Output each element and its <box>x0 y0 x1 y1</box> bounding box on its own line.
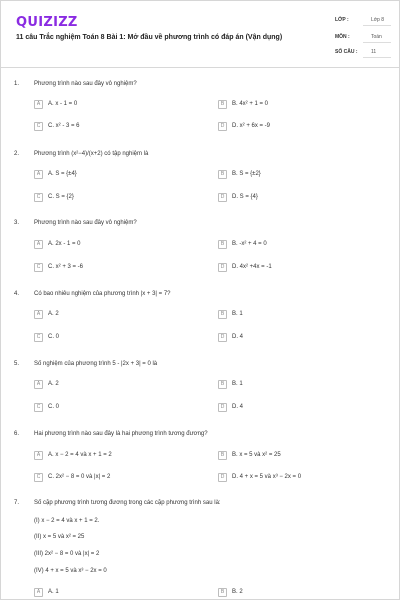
option-text: D. 4 <box>232 334 244 340</box>
question-number: 3. <box>14 220 20 226</box>
question-number: 7. <box>14 500 20 506</box>
option-d[interactable] <box>218 263 368 273</box>
option-c[interactable] <box>34 403 184 413</box>
option-b[interactable] <box>218 170 368 180</box>
option-d[interactable] <box>218 122 368 132</box>
option-text: C. 2x² − 8 = 0 và |x| = 2 <box>48 474 111 480</box>
option-a[interactable] <box>34 588 184 598</box>
option-d[interactable] <box>218 333 368 343</box>
question-text: Phương trình nào sau đây vô nghiệm? <box>34 81 137 87</box>
option-text: A. x − 2 = 4 và x + 1 = 2 <box>48 452 112 458</box>
question-text: Phương trình nào sau đây vô nghiệm? <box>34 220 137 226</box>
option-b[interactable] <box>218 240 368 250</box>
option-a[interactable] <box>34 170 184 180</box>
option-letter-box: D <box>218 263 227 272</box>
option-text: B. -x² + 4 = 0 <box>232 241 267 247</box>
option-letter-box: A <box>34 380 43 389</box>
subject-value: Toán <box>371 34 382 40</box>
option-letter-box: A <box>34 451 43 460</box>
option-text: A. 2 <box>48 311 59 317</box>
option-letter-box: A <box>34 100 43 109</box>
option-letter-box: D <box>218 193 227 202</box>
option-letter-box: D <box>218 122 227 131</box>
question-number: 4. <box>14 291 20 297</box>
option-b[interactable] <box>218 100 368 110</box>
option-text: A. S = {±4} <box>48 171 77 177</box>
option-letter-box: B <box>218 240 227 249</box>
question-number: 2. <box>14 151 20 157</box>
option-d[interactable] <box>218 193 368 203</box>
option-letter-box: C <box>34 403 43 412</box>
question-number: 1. <box>14 81 20 87</box>
option-letter-box: C <box>34 473 43 482</box>
option-text: D. 4 <box>232 404 244 410</box>
option-letter-box: C <box>34 263 43 272</box>
option-c[interactable] <box>34 473 184 483</box>
option-letter-box: C <box>34 193 43 202</box>
option-b[interactable] <box>218 310 368 320</box>
option-letter-box: C <box>34 122 43 131</box>
question-text: Số nghiệm của phương trình 5 - |2x + 3| = 0 là <box>34 361 158 367</box>
option-c[interactable] <box>34 263 184 273</box>
class-value: Lớp 8 <box>371 17 385 23</box>
subject-label: MÔN : <box>335 34 350 40</box>
question-number: 5. <box>14 361 20 367</box>
option-letter-box: D <box>218 333 227 342</box>
option-letter-box: B <box>218 588 227 597</box>
option-d[interactable] <box>218 473 368 483</box>
option-a[interactable] <box>34 380 184 390</box>
option-a[interactable] <box>34 240 184 250</box>
question-number: 6. <box>14 431 20 437</box>
option-text: C. 0 <box>48 404 60 410</box>
option-text: C. x² + 3 = -6 <box>48 264 84 270</box>
option-a[interactable] <box>34 100 184 110</box>
option-text: B. S = {±2} <box>232 171 261 177</box>
option-text: C. S = {2} <box>48 194 74 200</box>
option-text: A. 1 <box>48 589 59 595</box>
question-text: Phương trình (x²−4)/(x+2) có tập nghiệm là <box>34 151 149 157</box>
count-value: 11 <box>371 49 377 55</box>
option-letter-box: B <box>218 100 227 109</box>
quizizz-logo[interactable]: QUIZIZZ <box>16 15 78 30</box>
option-letter-box: A <box>34 170 43 179</box>
option-b[interactable] <box>218 451 368 461</box>
header-divider <box>1 67 400 68</box>
class-label: LỚP : <box>335 17 349 23</box>
statement-2: (II) x = 5 và x² = 25 <box>34 534 85 540</box>
option-text: B. 2 <box>232 589 243 595</box>
option-a[interactable] <box>34 310 184 320</box>
option-text: B. 1 <box>232 381 243 387</box>
option-d[interactable] <box>218 403 368 413</box>
option-letter-box: B <box>218 380 227 389</box>
option-letter-box: A <box>34 310 43 319</box>
question-text: Hai phương trình nào sau đây là hai phương trình tương đương? <box>34 431 208 437</box>
count-label: SỐ CÂU : <box>335 49 358 55</box>
option-letter-box: A <box>34 588 43 597</box>
option-letter-box: B <box>218 451 227 460</box>
option-letter-box: B <box>218 170 227 179</box>
option-letter-box: D <box>218 473 227 482</box>
option-text: A. x - 1 = 0 <box>48 101 78 107</box>
worksheet-title: 11 câu Trắc nghiệm Toán 8 Bài 1: Mở đầu về phương trình có đáp án (Vận dụng) <box>16 34 283 41</box>
option-b[interactable] <box>218 588 368 598</box>
statement-3: (III) 2x² − 8 = 0 và |x| = 2 <box>34 551 100 557</box>
option-text: B. 4x² + 1 = 0 <box>232 101 269 107</box>
option-c[interactable] <box>34 193 184 203</box>
option-letter-box: B <box>218 310 227 319</box>
option-b[interactable] <box>218 380 368 390</box>
statement-1: (I) x − 2 = 4 và x + 1 = 2. <box>34 518 100 524</box>
option-text: A. 2x - 1 = 0 <box>48 241 81 247</box>
option-letter-box: A <box>34 240 43 249</box>
question-text: Có bao nhiêu nghiệm của phương trình |x + 3| = 7? <box>34 291 171 297</box>
option-c[interactable] <box>34 333 184 343</box>
option-text: B. 1 <box>232 311 243 317</box>
option-letter-box: D <box>218 403 227 412</box>
option-text: D. x² + 6x = -9 <box>232 123 271 129</box>
option-text: C. 0 <box>48 334 60 340</box>
question-text: Số cặp phương trình tương đương trong các cặp phương trình sau là: <box>34 500 221 506</box>
option-letter-box: C <box>34 333 43 342</box>
option-text: D. S = {4} <box>232 194 258 200</box>
option-c[interactable] <box>34 122 184 132</box>
option-text: D. 4x² +4x = -1 <box>232 264 272 270</box>
option-text: C. x² - 3 = 6 <box>48 123 80 129</box>
option-text: D. 4 + x = 5 và x³ − 2x = 0 <box>232 474 302 480</box>
option-text: B. x = 5 và x² = 25 <box>232 452 281 458</box>
option-text: A. 2 <box>48 381 59 387</box>
statement-4: (IV) 4 + x = 5 và x³ − 2x = 0 <box>34 568 107 574</box>
option-a[interactable] <box>34 451 184 461</box>
